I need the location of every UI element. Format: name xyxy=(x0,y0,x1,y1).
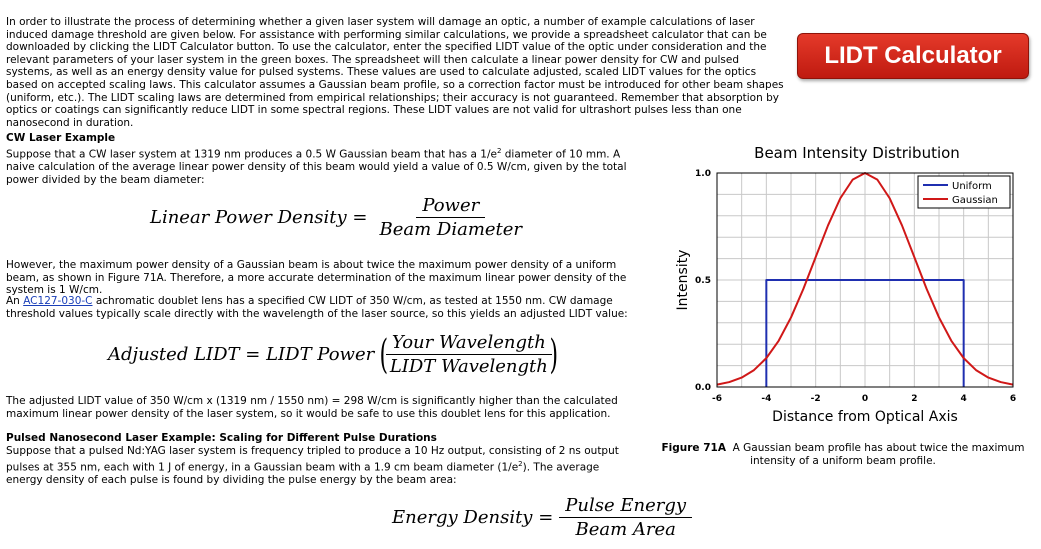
legend-label-gaussian: Gaussian xyxy=(952,195,998,206)
y-tick-label: 1.0 xyxy=(695,169,711,179)
cw-paragraph-2: However, the maximum power density of a Gaussian beam is about twice the maximum power density of a uniform beam, as shown in Figure 71A. Therefore, a more accurate determination of the maximum linear power density of the system is 1 W/cm. xyxy=(6,259,627,297)
x-tick-label: 6 xyxy=(1009,394,1017,404)
cw-paragraph-1 xyxy=(6,145,641,186)
cw-paragraph-3 xyxy=(6,295,636,320)
x-axis-label: Distance from Optical Axis xyxy=(772,409,958,425)
cw-p1-sup: 2 xyxy=(496,147,502,155)
pulsed-p1-text-rest: ). The average energy density of each pulse is found by dividing the pulse energy by the beam area: xyxy=(6,461,600,486)
y-tick-label: 0.5 xyxy=(695,276,711,286)
cw-heading: CW Laser Example xyxy=(6,132,116,144)
cw-p1-text-rest: diameter of 10 mm. A naive calculation of the average linear power density of this beam would yield a value of 0.5 W/cm, given by the total power divided by the beam diameter: xyxy=(6,148,627,186)
chart-title: Beam Intensity Distribution xyxy=(754,144,960,162)
eq3-numerator: Pulse Energy xyxy=(559,495,692,518)
pulsed-paragraph-1 xyxy=(6,445,636,486)
eq2-numerator: Your Wavelength xyxy=(386,332,552,355)
adjusted-lidt-equation: Adjusted LIDT = LIDT Power ( $\frac{\text{Your Wavelength}}{\text{LIDT Wavelength}}$ ) xyxy=(108,331,558,378)
pulsed-p1-sup: 2 xyxy=(518,459,523,468)
cw-paragraph-4: The adjusted LIDT value of 350 W/cm x (1319 nm / 1550 nm) = 298 W/cm is significantly higher than the calculated maximum linear power density of the laser system, so it would be safe to use this doublet lens for this application. xyxy=(6,395,618,420)
energy-density-equation xyxy=(392,495,692,540)
legend-label-uniform: Uniform xyxy=(952,181,992,192)
linear-power-density-equation xyxy=(150,195,528,240)
intro-paragraph: In order to illustrate the process of determining whether a given laser system will damage an optic, a number of example calculations of laser induced damage threshold are given below. For assistance with performing similar calculations, we provide a spreadsheet calculator that can be downloaded by clicking the LIDT Calculator button. To use the calculator, enter the specified LIDT value of the optic under consideration and the relevant parameters of your laser system in the green boxes. The spreadsheet will then calculate a linear power density for CW and pulsed systems, as well as an energy density value for pulsed systems. These values are used to calculate adjusted, scaled LIDT values for the optics based on accepted scaling laws. This calculator assumes a Gaussian beam profile, so a correction factor must be introduced for other beam shapes (uniform, etc.). The LIDT scaling laws are determined from empirical relationships; their accuracy is not guaranteed. Remember that absorption by optics or coatings can significantly reduce LIDT in some spectral regions. These LIDT values are not valid for ultrashort pulses less than one nanosecond in duration. xyxy=(6,16,784,129)
lidt-calculator-button[interactable]: LIDT Calculator xyxy=(797,33,1029,79)
x-tick-label: 0 xyxy=(861,394,869,404)
cw-p1-text: Suppose that a CW laser system at 1319 nm produces a 0.5 W Gaussian beam that has a 1/e xyxy=(6,148,497,161)
figure-caption-label: Figure 71A xyxy=(661,442,726,454)
eq3-lhs: Energy Density = xyxy=(392,507,554,528)
x-tick-label: -2 xyxy=(810,394,821,404)
eq1-lhs: Linear Power Density = xyxy=(150,207,368,228)
cw-p3-text-rest: achromatic doublet lens has a specified CW LIDT of 350 W/cm, as tested at 1550 nm. CW damage threshold values typically scale directly with the wavelength of the laser source, so this yields an adjusted LIDT value: xyxy=(6,295,628,320)
ac127-030-c-link[interactable]: AC127-030-C xyxy=(23,295,93,307)
eq2-lhs: Adjusted LIDT = LIDT Power xyxy=(108,344,375,365)
eq2-denominator: LIDT Wavelength xyxy=(389,356,548,377)
figure-caption xyxy=(648,442,1038,468)
eq1-denominator: Beam Diameter xyxy=(379,219,523,240)
eq3-denominator: Beam Area xyxy=(575,519,676,540)
beam-intensity-chart xyxy=(660,138,1040,430)
x-tick-label: 4 xyxy=(960,394,967,404)
cw-p3-text: An xyxy=(6,295,24,307)
x-tick-label: -4 xyxy=(761,394,772,404)
figure-caption-text: A Gaussian beam profile has about twice the maximum intensity of a uniform beam profile. xyxy=(732,442,1025,467)
chart-legend xyxy=(918,176,1010,208)
y-axis-label: Intensity xyxy=(675,249,691,311)
x-tick-label: 2 xyxy=(911,394,918,404)
eq1-numerator: Power xyxy=(416,195,485,218)
x-tick-label: -6 xyxy=(712,394,722,404)
pulsed-heading: Pulsed Nanosecond Laser Example: Scaling for Different Pulse Durations xyxy=(6,432,437,444)
y-tick-label: 0.0 xyxy=(695,383,711,393)
pulsed-p1-text: Suppose that a pulsed Nd:YAG laser system is frequency tripled to produce a 10 Hz output, consisting of 2 ns output pulses at 355 nm, each with 1 J of energy, in a Gaussian beam with a 1.9 cm beam diameter (1/e xyxy=(6,445,619,474)
